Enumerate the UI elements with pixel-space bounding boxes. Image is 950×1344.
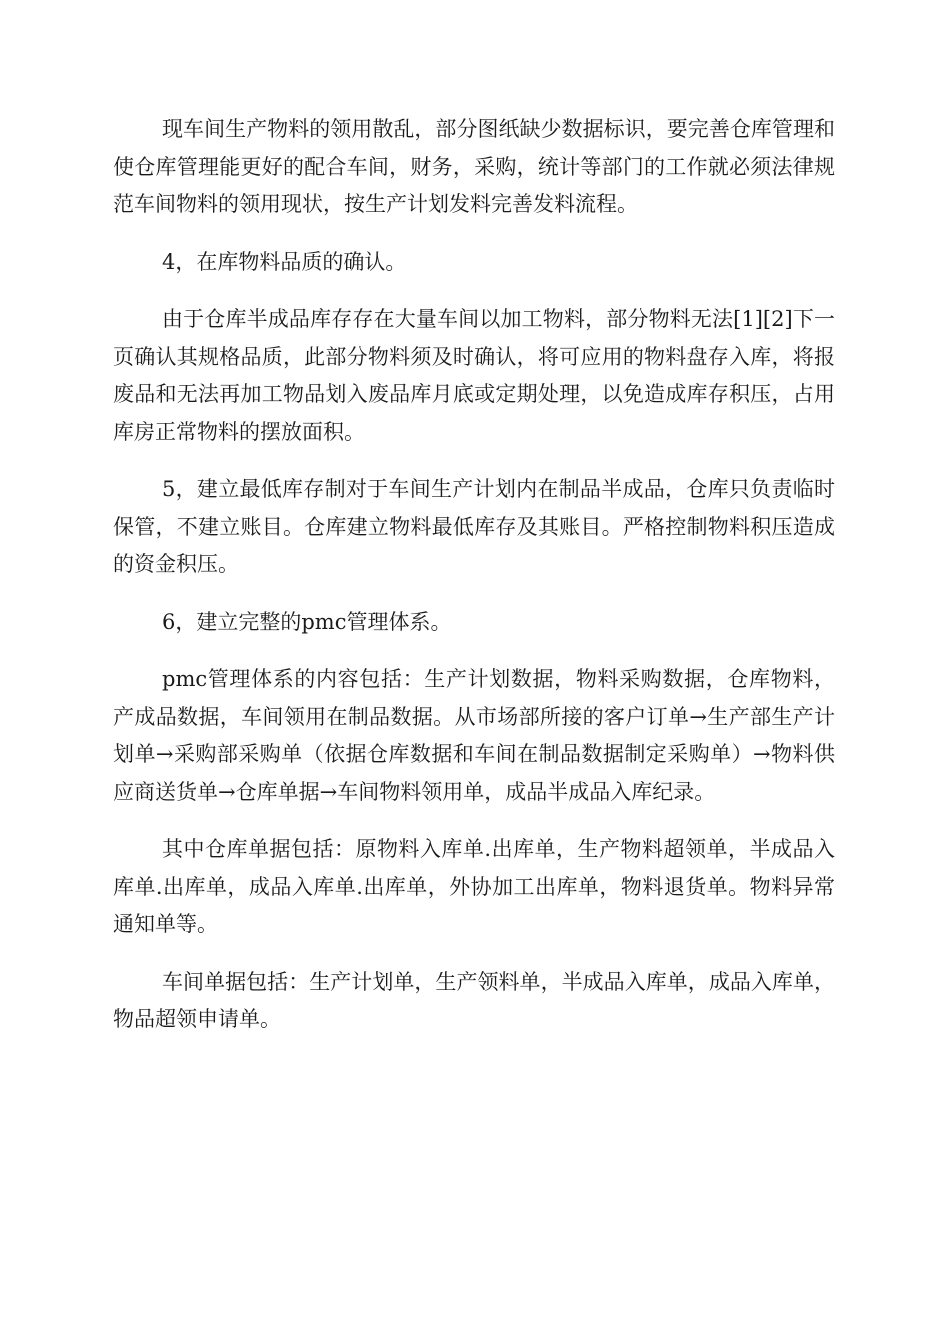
paragraph-semi-finished-stock: 由于仓库半成品库存存在大量车间以加工物料，部分物料无法[1][2]下一页确认其规格品质，此部分物料须及时确认，将可应用的物料盘存入库，将报废品和无法再加工物品划入废品库月底或定期处理，以免造成库存积压，占用库房正常物料的摆放面积。 (113, 307, 835, 444)
paragraph-pmc-system: pmc管理体系的内容包括：生产计划数据，物料采购数据，仓库物料，产成品数据，车间领用在制品数据。从市场部所接的客户订单→生产部生产计划单→采购部采购单（依据仓库数据和车间在制品数据制定采购单）→物料供应商送货单→仓库单据→车间物料领用单，成品半成品入库纪录。 (113, 667, 835, 804)
paragraph-item-5-min-stock: 5，建立最低库存制对于车间生产计划内在制品半成品，仓库只负责临时保管，不建立账目。仓库建立物料最低库存及其账目。严格控制物料积压造成的资金积压。 (113, 477, 835, 576)
heading-item-4: 4，在库物料品质的确认。 (162, 249, 407, 274)
paragraph-workshop-materials: 现车间生产物料的领用散乱，部分图纸缺少数据标识，要完善仓库管理和使仓库管理能更好的配合车间，财务，采购，统计等部门的工作就必须法律规范车间物料的领用现状，按生产计划发料完善发料流程。 (113, 117, 835, 216)
paragraph-workshop-documents: 车间单据包括：生产计划单，生产领料单，半成品入库单，成品入库单，物品超领申请单。 (113, 969, 835, 1031)
document-body (113, 111, 835, 1059)
heading-item-6: 6，建立完整的pmc管理体系。 (162, 609, 452, 634)
paragraph-warehouse-documents: 其中仓库单据包括：原物料入库单.出库单，生产物料超领单，半成品入库单.出库单，成品入库单.出库单，外协加工出库单，物料退货单。物料异常通知单等。 (113, 837, 835, 936)
